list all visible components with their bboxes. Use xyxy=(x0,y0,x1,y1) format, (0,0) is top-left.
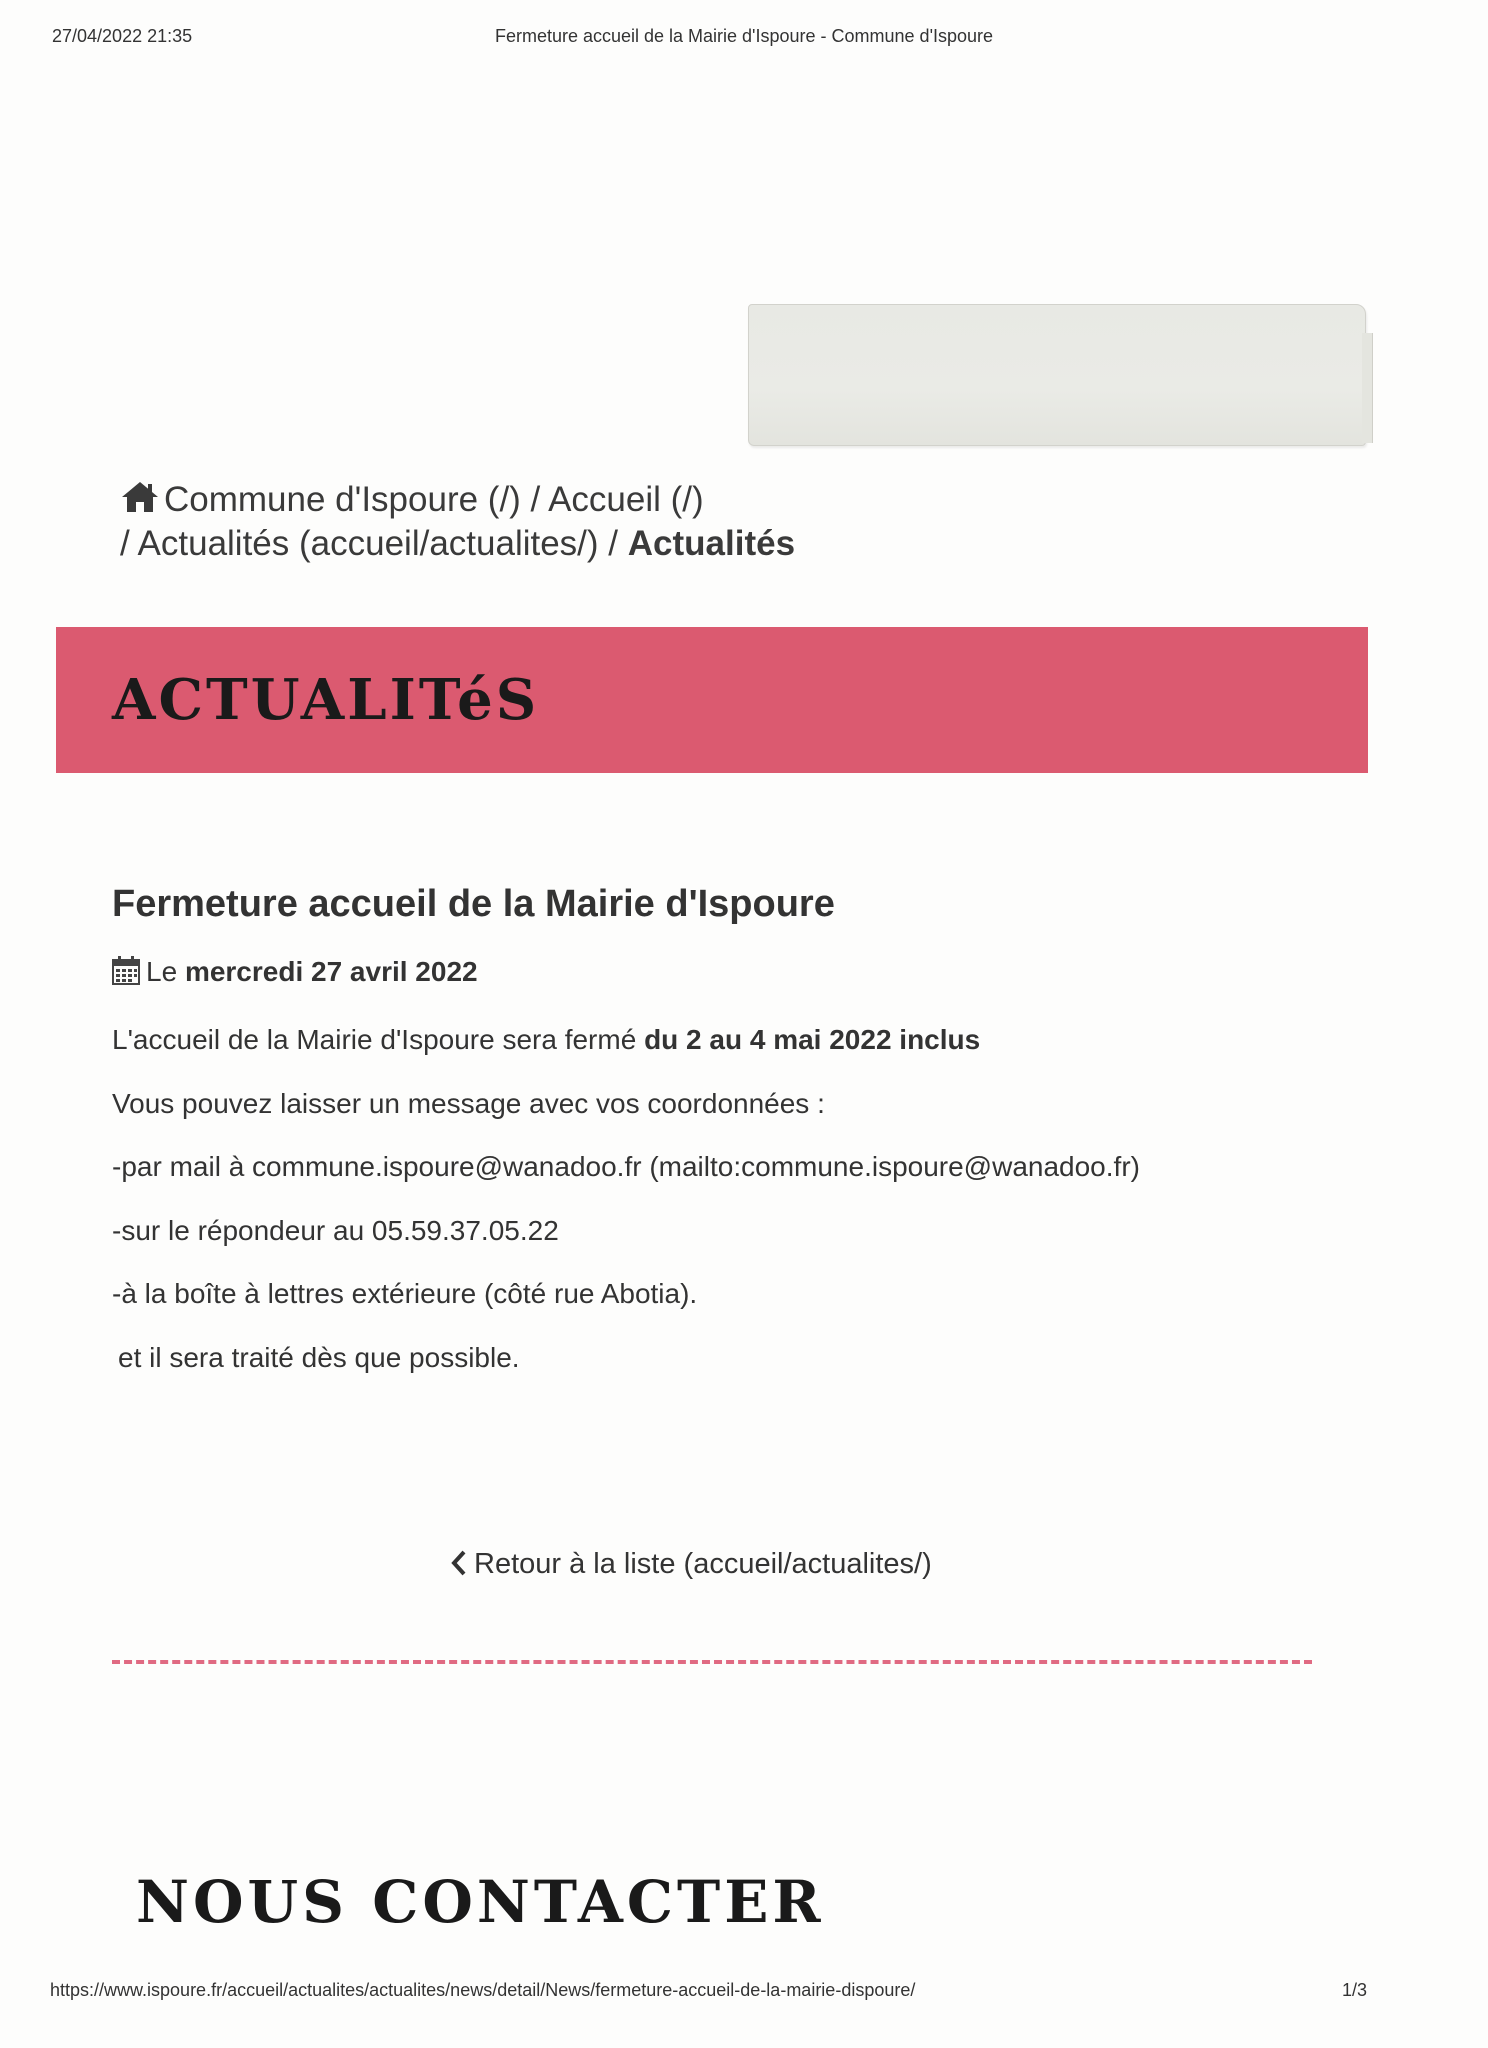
breadcrumb-separator: / xyxy=(120,524,138,563)
date-value: mercredi 27 avril 2022 xyxy=(184,956,478,987)
closure-paragraph xyxy=(112,1024,980,1056)
calendar-icon xyxy=(112,955,140,985)
print-date: 27/04/2022 21:35 xyxy=(52,26,193,46)
breadcrumb-separator: / xyxy=(598,524,628,563)
breadcrumb-separator: / xyxy=(520,480,549,519)
contact-phone-line: -sur le répondeur au 05.59.37.05.22 xyxy=(112,1215,559,1246)
redaction-tape xyxy=(748,304,1366,446)
print-page-number: 1/3 xyxy=(1342,1980,1368,2000)
closure-dates: du 2 au 4 mai 2022 inclus xyxy=(644,1024,981,1055)
dashed-divider xyxy=(112,1660,1312,1664)
breadcrumb xyxy=(120,478,960,566)
article-title: Fermeture accueil de la Mairie d'Ispoure xyxy=(112,883,835,925)
closure-text: L'accueil de la Mairie d'Ispoure sera fermé xyxy=(112,1024,637,1055)
print-page-title: Fermeture accueil de la Mairie d'Ispoure - Commune d'Ispoure xyxy=(494,26,994,46)
breadcrumb-current: Actualités xyxy=(627,524,796,563)
back-link-label: Retour à la liste (accueil/actualites/) xyxy=(474,1548,932,1580)
message-intro: Vous pouvez laisser un message avec vos coordonnées : xyxy=(112,1088,825,1119)
home-icon xyxy=(120,480,160,514)
back-to-list-link[interactable] xyxy=(450,1548,932,1581)
banner-title: ACTUALITéS xyxy=(112,667,540,733)
closing-line: et il sera traité dès que possible. xyxy=(118,1342,520,1373)
chevron-left-icon xyxy=(450,1550,468,1576)
breadcrumb-home-link[interactable]: Commune d'Ispoure (/) xyxy=(164,480,521,519)
contact-heading: NOUS CONTACTER xyxy=(136,1868,825,1936)
contact-mailbox-line: -à la boîte à lettres extérieure (côté rue Abotia). xyxy=(112,1278,698,1309)
breadcrumb-actualites-link[interactable]: Actualités (accueil/actualites/) xyxy=(137,524,599,563)
section-banner xyxy=(56,627,1368,773)
print-footer-url: https://www.ispoure.fr/accueil/actualites/actualites/news/detail/News/fermeture-accueil-de-la-mairie-dispoure/ xyxy=(50,1980,916,2000)
breadcrumb-accueil-link[interactable]: Accueil (/) xyxy=(548,480,704,519)
contact-email-line[interactable]: -par mail à commune.ispoure@wanadoo.fr (mailto:commune.ispoure@wanadoo.fr) xyxy=(112,1151,1140,1182)
date-prefix: Le xyxy=(146,956,178,987)
article-date xyxy=(112,955,478,988)
